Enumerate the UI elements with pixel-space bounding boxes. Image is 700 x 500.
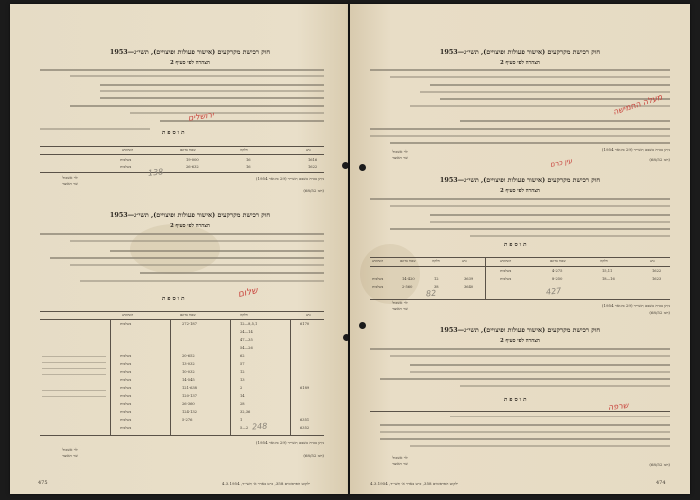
table-rule	[110, 319, 111, 435]
table-cell: 13-032	[182, 362, 195, 366]
table-cell: בשלמות	[500, 269, 512, 273]
table-cell: 1623	[652, 277, 662, 281]
table-cell: 8-250	[552, 277, 563, 281]
notice-title: חוק רכישת מקרקעים (אישור פעולות ופיצויים), תשי״ג—1953	[439, 48, 601, 56]
table-cell: 12	[434, 277, 439, 281]
table-rule	[290, 319, 291, 435]
col-header: גוש	[306, 313, 311, 317]
table-cell: 2	[240, 386, 243, 390]
col-header: שטח בדונם	[550, 259, 566, 263]
text-line	[50, 257, 324, 259]
right-page	[350, 4, 690, 494]
text-line	[380, 431, 670, 433]
paper-stain	[360, 244, 420, 304]
table-cell: בשלמות	[372, 285, 384, 289]
table-cell: 32,36	[240, 410, 251, 414]
text-line	[470, 235, 670, 237]
table-cell: 5-276	[182, 418, 193, 422]
text-line	[100, 84, 324, 86]
signer-name: לוי אשכול	[392, 149, 408, 154]
text-line	[410, 364, 670, 366]
table-cell: 121-638	[182, 386, 197, 390]
text-line	[70, 105, 324, 107]
handwritten-note: 427	[545, 286, 562, 297]
text-line	[380, 424, 670, 426]
table-cell: בשלמות	[120, 410, 132, 414]
handwritten-note: 248	[251, 421, 268, 432]
handwritten-note: מעלה החמישה	[611, 92, 664, 117]
col-header: השימוש	[372, 259, 384, 263]
punch-hole	[359, 322, 366, 329]
file-ref: (חמ 68/52)	[649, 462, 670, 467]
signer-role: שר האוצר	[62, 453, 78, 458]
text-line	[430, 214, 670, 216]
table-cell: 120-137	[182, 394, 197, 398]
col-header: חלקה	[432, 259, 440, 263]
text-line	[390, 355, 670, 357]
col-header: השימוש	[122, 313, 134, 317]
schedule-label: תוספת	[162, 296, 187, 302]
table-rule	[370, 411, 670, 412]
table-cell: 272-187	[182, 322, 197, 326]
col-header: גוש	[462, 259, 467, 263]
table-cell: 14	[240, 394, 245, 398]
table-cell: בשלמות	[120, 158, 132, 162]
table-cell: 6170	[300, 322, 310, 326]
table-cell: 62	[240, 354, 245, 358]
notice-subtitle: הצהרה לפי סעיף 2	[500, 338, 540, 344]
text-line	[70, 75, 324, 77]
page-number: 475	[38, 480, 48, 486]
table-cell: 1616	[308, 158, 318, 162]
text-line	[390, 76, 670, 78]
table-cell: בשלמות	[120, 386, 132, 390]
table-rule	[485, 257, 486, 299]
text-line	[420, 91, 670, 93]
table-cell: 20-652	[182, 354, 195, 358]
table-cell: בשלמות	[120, 354, 132, 358]
text-line	[460, 385, 670, 387]
table-cell: 28	[240, 402, 245, 406]
text-line	[40, 69, 324, 71]
table-cell: 1622	[308, 165, 318, 169]
signer-role: שר האוצר	[62, 181, 78, 186]
text-line	[410, 445, 670, 447]
table-cell: 1	[240, 418, 243, 422]
col-header: השימוש	[122, 148, 134, 152]
table-cell: בשלמות	[120, 418, 132, 422]
text-line	[70, 264, 324, 266]
text-line	[370, 135, 670, 137]
handwritten-note: 82	[425, 288, 437, 299]
handwritten-note: שלום	[237, 286, 259, 300]
signature-date: ניתן בכ״ה בשבט תשי״ד (29 בינואר 1954)	[255, 176, 324, 181]
table-cell: בשלמות	[120, 426, 132, 430]
table-rule	[40, 435, 324, 436]
signature-date: ניתן בכ״ה בשבט תשי״ד (29 בינואר 1954)	[601, 147, 670, 152]
text-line	[390, 228, 670, 230]
text-line	[410, 371, 670, 373]
table-rule	[40, 172, 324, 173]
table-cell: בשלמות	[500, 277, 512, 281]
text-line	[42, 356, 106, 357]
table-rule	[370, 257, 670, 258]
page-footer: ילקוט הפרסומים 358, כ״ט באדר א׳ תשי״ד, 4.3.1954	[370, 481, 459, 486]
file-ref: (חמ 68/52)	[303, 453, 324, 458]
signer-name: לוי אשכול	[62, 447, 78, 452]
col-header: חלקה	[600, 259, 608, 263]
table-cell: 38	[434, 285, 439, 289]
text-line	[100, 90, 324, 92]
text-line	[130, 112, 324, 114]
col-header: חלקה	[240, 148, 248, 152]
table-cell: 14-545	[182, 378, 195, 382]
table-cell: בשלמות	[120, 165, 132, 169]
table-cell: 26-360	[182, 402, 195, 406]
table-cell: 5—2	[240, 426, 249, 430]
col-header: חלקה	[240, 313, 248, 317]
text-line	[460, 120, 670, 122]
text-line	[160, 120, 324, 122]
table-cell: 10-032	[182, 370, 195, 374]
notice-title: חוק רכישת מקרקעים (אישור פעולות ופיצויים), תשי״ג—1953	[439, 326, 601, 334]
col-header: שטח בדונם	[400, 259, 416, 263]
notice-subtitle: הצהרה לפי סעיף 2	[170, 223, 210, 229]
table-cell: 18—16	[602, 277, 615, 281]
signature-date: ניתן בכ״ה בשבט תשי״ד (29 בינואר 1954)	[255, 440, 324, 445]
handwritten-note: ירושלים	[187, 110, 215, 123]
table-cell: 57	[240, 362, 245, 366]
table-cell: בשלמות	[120, 402, 132, 406]
signer-name: לוי אשכול	[392, 300, 408, 305]
table-rule	[40, 146, 324, 147]
text-line	[80, 280, 324, 282]
text-line	[390, 205, 670, 207]
file-ref: (חמ 68/52)	[649, 310, 670, 315]
table-cell: 3640	[464, 285, 474, 289]
text-line	[40, 128, 150, 130]
text-line	[140, 272, 324, 274]
notice-title: חוק רכישת מקרקעים (אישור פעולות ופיצויים), תשי״ג—1953	[439, 176, 601, 184]
table-cell: בשלמות	[372, 277, 384, 281]
punch-hole	[343, 334, 348, 341]
col-header: גוש	[306, 148, 311, 152]
table-cell: 26-632	[186, 165, 199, 169]
table-cell: 54—26	[240, 346, 253, 350]
text-line	[110, 250, 324, 252]
schedule-label: תוספת	[504, 242, 529, 248]
col-header: השימוש	[500, 259, 512, 263]
table-cell: 2-560	[402, 285, 413, 289]
table-rule	[40, 319, 324, 320]
text-line	[42, 362, 106, 363]
text-line	[370, 128, 670, 130]
file-ref: (חמ 68/52)	[649, 157, 670, 162]
table-cell: 6189	[300, 386, 310, 390]
table-cell: 6352	[300, 426, 310, 430]
signature-date: ניתן בכ״ה בשבט תשי״ד (29 בינואר 1954)	[601, 303, 670, 308]
text-line	[70, 240, 324, 242]
table-cell: 14-420	[402, 277, 415, 281]
col-header: שטח בדונם	[180, 148, 196, 152]
paper-stain	[130, 224, 220, 274]
notice-subtitle: הצהרה לפי סעיף 2	[500, 188, 540, 194]
text-line	[390, 142, 670, 144]
table-cell: 6351	[300, 418, 310, 422]
table-cell: בשלמות	[120, 370, 132, 374]
text-line	[42, 396, 106, 397]
table-cell: 12—8,5,1	[240, 322, 258, 326]
text-line	[370, 198, 670, 200]
text-line	[370, 69, 670, 71]
left-page	[10, 4, 348, 494]
table-cell: 124-132	[182, 410, 197, 414]
table-cell: 15,11	[602, 269, 613, 273]
table-rule	[40, 311, 324, 312]
text-line	[100, 97, 324, 99]
col-header: שטח בדונם	[180, 313, 196, 317]
signer-role: שר האוצר	[392, 306, 408, 311]
table-cell: בשלמות	[120, 362, 132, 366]
table-cell: 19-000	[186, 158, 199, 162]
text-line	[42, 390, 106, 391]
col-header: גוש	[650, 259, 655, 263]
schedule-label: תוספת	[504, 397, 529, 403]
handwritten-note: 138	[147, 167, 164, 178]
text-line	[450, 416, 670, 417]
text-line	[370, 348, 670, 350]
table-cell: 12	[240, 370, 245, 374]
table-rule	[170, 319, 171, 435]
text-line	[42, 368, 106, 369]
notice-subtitle: הצהרה לפי סעיף 2	[500, 60, 540, 66]
table-cell: 3639	[464, 277, 474, 281]
text-line	[430, 84, 670, 86]
table-rule	[230, 319, 231, 435]
notice-title: חוק רכישת מקרקעים (אישור פעולות ופיצויים), תשי״ג—1953	[109, 48, 271, 56]
table-cell: 4-275	[552, 269, 563, 273]
table-cell: 47—35	[240, 338, 253, 342]
notice-subtitle: הצהרה לפי סעיף 2	[170, 60, 210, 66]
signer-role: שר האוצר	[392, 461, 408, 466]
signer-name: לוי אשכול	[62, 175, 78, 180]
signer-role: שר האוצר	[392, 155, 408, 160]
table-cell: 13	[240, 378, 245, 382]
handwritten-note: עין כרם	[549, 157, 573, 169]
text-line	[380, 438, 670, 440]
schedule-label: תוספת	[162, 130, 187, 136]
table-rule	[40, 154, 324, 155]
table-rule	[370, 266, 670, 267]
text-line	[40, 233, 324, 235]
text-line	[430, 221, 670, 223]
table-cell: בשלמות	[120, 322, 132, 326]
table-cell: 16	[246, 165, 251, 169]
notice-title: חוק רכישת מקרקעים (אישור פעולות ופיצויים), תשי״ג—1953	[109, 211, 271, 219]
punch-hole	[359, 164, 366, 171]
punch-hole	[342, 162, 348, 169]
table-cell: בשלמות	[120, 394, 132, 398]
table-cell: 16	[246, 158, 251, 162]
page-footer: ילקוט הפרסומים 358, כ״ט באדר א׳ תשי״ד, 4.3.1954	[221, 481, 310, 486]
page-number: 474	[656, 480, 666, 486]
table-cell: 24—14	[240, 330, 253, 334]
signer-name: לוי אשכול	[392, 455, 408, 460]
table-cell: 1622	[652, 269, 662, 273]
handwritten-note: שרפה	[607, 400, 629, 413]
file-ref: (חמ 68/52)	[303, 188, 324, 193]
table-cell: בשלמות	[120, 378, 132, 382]
text-line	[42, 374, 106, 375]
text-line	[380, 378, 670, 380]
